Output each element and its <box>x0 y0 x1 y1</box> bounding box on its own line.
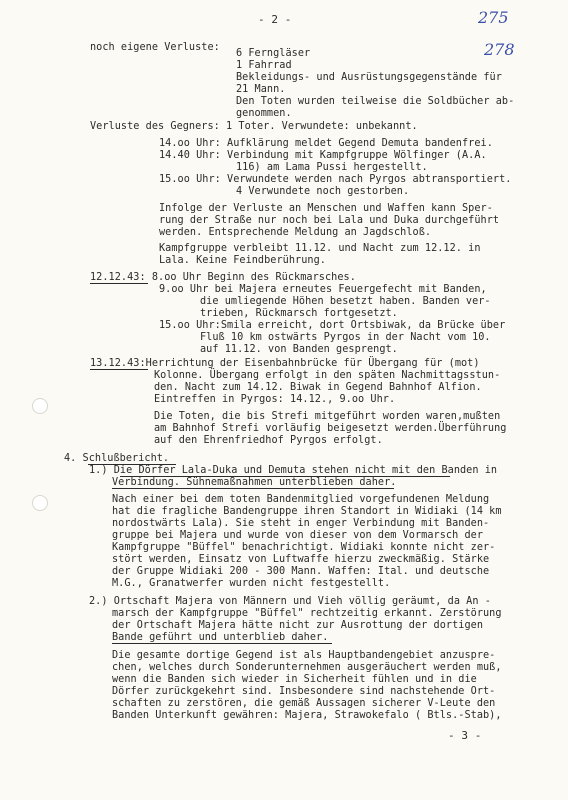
text-line: Die Toten, die bis Strefi mitgeführt worden waren,mußten <box>154 411 501 422</box>
text-line: 1 Fahrrad <box>236 60 292 71</box>
text-line: wenn die Banden sich wieder in Sicherheit fühlen und in die <box>112 674 477 685</box>
text-line: 14.oo Uhr: Aufklärung meldet Gegend Demuta bandenfrei. <box>159 138 493 149</box>
text-line: Kampfgruppe "Büffel" benachrichtigt. Widiaki konnte nicht zer- <box>112 542 496 553</box>
text-line: Die gesamte dortige Gegend ist als Hauptbandengebiet anzuspre- <box>112 650 496 661</box>
text-line: 4 Verwundete noch gestorben. <box>236 186 410 197</box>
text-line: Banden Unterkunft gewähren: Majera, Strawokefalo ( Btls.-Stab), <box>112 710 502 721</box>
text-line: auf den Ehrenfriedhof Pyrgos erfolgt. <box>154 435 383 446</box>
handwritten-folio: 275 <box>478 8 509 27</box>
text-line: nordostwärts Lala). Sie steht in enger Verbindung mit Banden- <box>112 518 490 529</box>
text-line: 15.oo Uhr: Verwundete werden nach Pyrgos abtransportiert. <box>159 174 512 185</box>
text-line: auf 11.12. von Banden gesprengt. <box>200 344 398 355</box>
text-line: Infolge der Verluste an Menschen und Waffen kann Sper- <box>159 203 493 214</box>
text-line: schaften zu zerstören, die gemäß Aussagen sicherer V-Leute den <box>112 698 496 709</box>
text-line: hat die fragliche Bandengruppe ihren Standort in Widiaki (14 km <box>112 506 502 517</box>
text-line: 116) am Lama Pussi hergestellt. <box>236 162 428 173</box>
text-line: 13.12.43:Herrichtung der Eisenbahnbrücke für Übergang für (mot) <box>90 358 480 369</box>
text-line: 14.40 Uhr: Verbindung mit Kampfgruppe Wölfinger (A.A. <box>159 150 487 161</box>
text-line: Lala. Keine Feindberührung. <box>159 255 326 266</box>
text-line: Den Toten wurden teilweise die Soldbücher ab- <box>236 96 515 107</box>
punch-hole <box>32 398 48 414</box>
text-line: 12.12.43: 8.oo Uhr Beginn des Rückmarsches. <box>90 272 356 283</box>
underline <box>120 476 450 477</box>
text-line: genommen. <box>236 108 292 119</box>
text-line: Kolonne. Übergang erfolgt in den späten Nachmittagsstun- <box>154 370 501 381</box>
text-line: Verluste des Gegners: 1 Toter. Verwundete: unbekannt. <box>90 121 418 132</box>
text-line: am Bahnhof Strefi vorläufig beigesetzt werden.Überführung <box>154 423 507 434</box>
handwritten-folio-2: 278 <box>484 40 515 59</box>
text-line: chen, welches durch Sonderunternehmen ausgeräuchert werden muß, <box>112 662 502 673</box>
next-page-number: - 3 - <box>448 729 482 742</box>
text-line: gruppe bei Majera und wurde von dieser von dem Vormarsch der <box>112 530 484 541</box>
page-number: - 2 - <box>258 13 292 26</box>
text-line: Verbindung. Sühnemaßnahmen unterblieben daher. <box>112 477 397 488</box>
underline <box>112 488 394 489</box>
section-heading: 4. Schlußbericht. <box>64 453 170 464</box>
text-line: Bande geführt und unterblieb daher. <box>112 632 329 643</box>
text-line: 1.) Die Dörfer Lala-Duka und Demuta stehen nicht mit den Banden in <box>89 465 498 476</box>
text-line: M.G., Granatwerfer wurden nicht festgestellt. <box>112 578 391 589</box>
text-line: 21 Mann. <box>236 84 286 95</box>
text-line: die umliegende Höhen besetzt haben. Banden ver- <box>200 296 491 307</box>
text-line: trieben, Rückmarsch fortgesetzt. <box>200 308 398 319</box>
text-line: Kampfgruppe verbleibt 11.12. und Nacht zum 12.12. in <box>159 243 481 254</box>
text-line: rung der Straße nur noch bei Lala und Duka durchgeführt <box>159 215 500 226</box>
text-line: 2.) Ortschaft Majera von Männern und Vieh völlig geräumt, da An - <box>89 596 491 607</box>
text-line: Eintreffen in Pyrgos: 14.12., 9.oo Uhr. <box>154 394 396 405</box>
underline <box>90 283 148 284</box>
text-line: 6 Ferngläser <box>236 48 311 59</box>
text-line: 15.oo Uhr:Smila erreicht, dort Ortsbiwak, da Brücke über <box>159 320 506 331</box>
text-line: der Gruppe Widiaki 200 - 300 Mann. Waffen: Ital. und deutsche <box>112 566 490 577</box>
text-line: noch eigene Verluste: <box>90 42 220 53</box>
text-line: Nach einer bei dem toten Bandenmitglied vorgefundenen Meldung <box>112 494 490 505</box>
underline <box>112 643 332 644</box>
text-line: Dörfer zurückgekehrt sind. Insbesondere sind nachstehende Ort- <box>112 686 496 697</box>
text-line: stört werden, Einsatz von Luftwaffe hierzu zweckmäßig. Stärke <box>112 554 490 565</box>
text-line: Fluß 10 km ostwärts Pyrgos in der Nacht vom 10. <box>200 332 491 343</box>
text-line: 9.oo Uhr bei Majera erneutes Feuergefecht mit Banden, <box>159 284 487 295</box>
text-line: marsch der Kampfgruppe "Büffel" rechtzeitig erkannt. Zerstörung <box>112 608 502 619</box>
text-line: werden. Entsprechende Meldung an Jagdschloß. <box>159 227 432 238</box>
text-line: den. Nacht zum 14.12. Biwak in Gegend Bahnhof Alfion. <box>154 382 482 393</box>
underline <box>88 464 176 465</box>
punch-hole <box>32 495 48 511</box>
text-line: Bekleidungs- und Ausrüstungsgegenstände für <box>236 72 502 83</box>
text-line: der Ortschaft Majera hätte nicht zur Ausrottung der dortigen <box>112 620 484 631</box>
underline <box>90 369 148 370</box>
